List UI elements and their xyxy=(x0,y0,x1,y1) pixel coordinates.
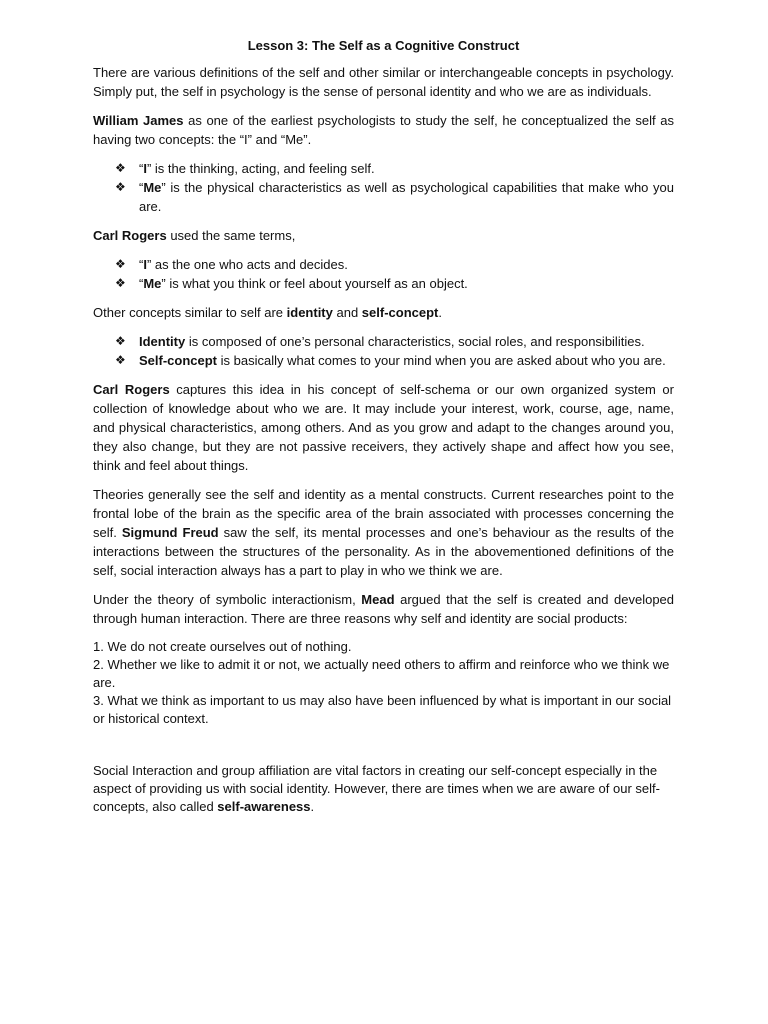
other-concepts-paragraph: Other concepts similar to self are identity and self-concept. xyxy=(93,305,442,320)
mead-paragraph: Under the theory of symbolic interactionism, Mead argued that the self is created and developed through human interaction. There are three reasons why self and identity are social products: xyxy=(93,592,675,626)
bullet-item: ❖ “I” as the one who acts and decides. xyxy=(115,257,348,272)
list-item: 2. Whether we like to admit it or not, we actually need others to affirm and reinforce who we think we are. xyxy=(93,657,670,690)
rogers-bullet-list xyxy=(93,255,674,293)
reasons-list xyxy=(93,638,674,728)
william-james-paragraph: William James as one of the earliest psychologists to study the self, he conceptualized the self as having two concepts: the “I” and “Me”. xyxy=(93,113,674,147)
list-item: 3. What we think as important to us may also have been influenced by what is important in our social or historical context. xyxy=(93,693,672,726)
diamond-bullet-icon: ❖ xyxy=(115,353,126,367)
carl-rogers-paragraph: Carl Rogers used the same terms, xyxy=(93,228,296,243)
diamond-bullet-icon: ❖ xyxy=(115,161,126,175)
concept-bullet-list xyxy=(93,332,674,370)
self-awareness-paragraph: Social Interaction and group affiliation are vital factors in creating our self-concept especially in the aspect of providing us with social identity. However, there are times when we are aware of our self-concepts, also called self-awareness. xyxy=(93,763,660,814)
bullet-item: ❖ “I” is the thinking, acting, and feeling self. xyxy=(115,161,375,176)
bullet-item: ❖ Identity is composed of one’s personal characteristics, social roles, and responsibilities. xyxy=(115,334,645,349)
diamond-bullet-icon: ❖ xyxy=(115,180,126,194)
list-item: 1. We do not create ourselves out of nothing. xyxy=(93,639,352,654)
diamond-bullet-icon: ❖ xyxy=(115,257,126,271)
document-page xyxy=(93,36,674,816)
bullet-item: ❖ “Me” is what you think or feel about yourself as an object. xyxy=(115,276,468,291)
bullet-item: ❖ “Me” is the physical characteristics as well as psychological capabilities that make who you are. xyxy=(115,180,674,214)
bullet-item: ❖ Self-concept is basically what comes to your mind when you are asked about who you are. xyxy=(115,353,666,368)
diamond-bullet-icon: ❖ xyxy=(115,276,126,290)
lesson-title: Lesson 3: The Self as a Cognitive Construct xyxy=(247,38,520,53)
diamond-bullet-icon: ❖ xyxy=(115,334,126,348)
james-bullet-list xyxy=(93,159,674,216)
theories-paragraph: Theories generally see the self and identity as a mental constructs. Current researches point to the frontal lobe of the brain as the specific area of the brain associated with processes concerning the self. Sigmund Freud saw the self, its mental processes and one’s behaviour as the results of the interactions between the structures of the personality. As in the abovementioned definitions of the self, social interaction always has a part to play in who we think we are. xyxy=(93,487,674,578)
self-schema-paragraph: Carl Rogers captures this idea in his concept of self-schema or our own organized system or collection of knowledge about who we are. It may include your interest, work, course, age, name, and physical characteristics, among others. And as you grow and adapt to the changes around you, they also change, but they are not passive receivers, they actively shape and affect how you see, think and feel about things. xyxy=(93,382,674,473)
bold-term: William James xyxy=(93,113,184,128)
intro-paragraph: There are various definitions of the self and other similar or interchangeable concepts in psychology. Simply put, the self in psychology is the sense of personal identity and who we are as individuals. xyxy=(93,65,674,99)
